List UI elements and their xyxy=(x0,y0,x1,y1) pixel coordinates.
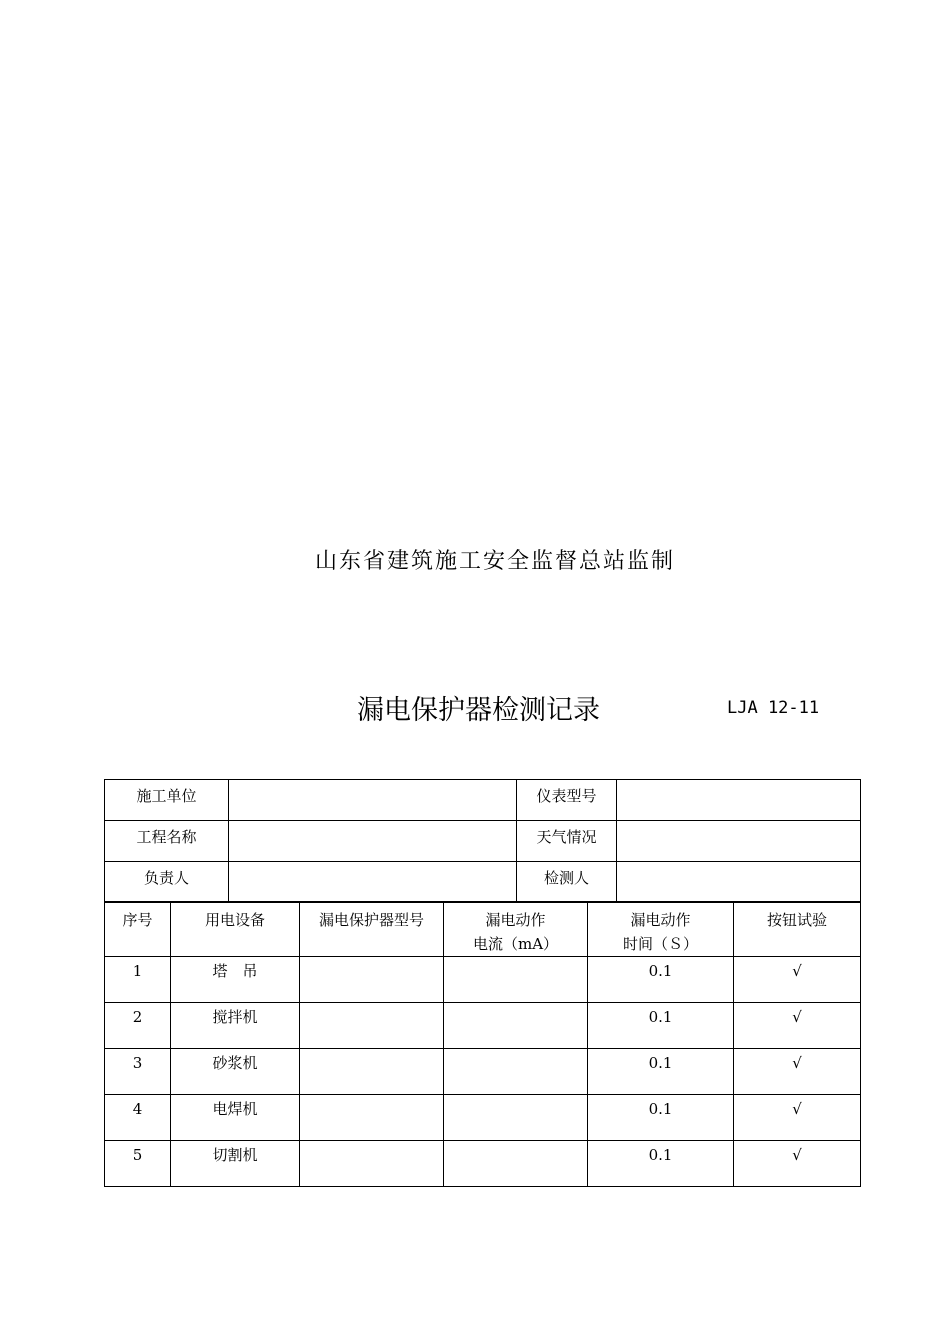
inspector-value[interactable] xyxy=(617,862,861,902)
row-no: 5 xyxy=(105,1141,171,1187)
row-time: 0.1 xyxy=(588,1049,734,1095)
col-header-current-line2: 电流（mA） xyxy=(472,935,559,953)
table-row xyxy=(105,1095,861,1141)
info-row xyxy=(105,862,861,902)
info-row xyxy=(105,821,861,862)
project-value[interactable] xyxy=(229,821,517,862)
table-row xyxy=(105,1049,861,1095)
row-device: 切割机 xyxy=(171,1141,300,1187)
row-button-test: √ xyxy=(734,1003,861,1049)
row-current[interactable] xyxy=(444,1141,588,1187)
form-code: LJA 12-11 xyxy=(727,698,820,718)
inspector-label: 检测人 xyxy=(517,862,617,902)
info-table xyxy=(104,779,861,902)
col-header-time-line1: 漏电动作 xyxy=(630,911,691,929)
col-header-time xyxy=(588,903,734,957)
table-header-row xyxy=(105,903,861,957)
col-header-device: 用电设备 xyxy=(171,903,300,957)
row-current[interactable] xyxy=(444,1003,588,1049)
weather-value[interactable] xyxy=(617,821,861,862)
row-model[interactable] xyxy=(300,957,444,1003)
col-header-no: 序号 xyxy=(105,903,171,957)
row-time: 0.1 xyxy=(588,1095,734,1141)
table-row xyxy=(105,957,861,1003)
table-row xyxy=(105,1003,861,1049)
row-no: 1 xyxy=(105,957,171,1003)
col-header-time-line2: 时间（Ｓ） xyxy=(622,935,698,953)
row-current[interactable] xyxy=(444,957,588,1003)
info-row xyxy=(105,780,861,821)
meter-label: 仪表型号 xyxy=(517,780,617,821)
weather-label: 天气情况 xyxy=(517,821,617,862)
document-title: 漏电保护器检测记录 xyxy=(357,695,600,726)
table-row xyxy=(105,1141,861,1187)
row-current[interactable] xyxy=(444,1049,588,1095)
equipment-table xyxy=(104,902,861,1187)
unit-label: 施工单位 xyxy=(105,780,229,821)
row-device: 电焊机 xyxy=(171,1095,300,1141)
row-time: 0.1 xyxy=(588,1141,734,1187)
col-header-button-test: 按钮试验 xyxy=(734,903,861,957)
row-device: 塔 吊 xyxy=(171,957,300,1003)
row-model[interactable] xyxy=(300,1095,444,1141)
row-button-test: √ xyxy=(734,1049,861,1095)
row-button-test: √ xyxy=(734,957,861,1003)
row-model[interactable] xyxy=(300,1003,444,1049)
row-device: 搅拌机 xyxy=(171,1003,300,1049)
project-label: 工程名称 xyxy=(105,821,229,862)
supervisor-line: 山东省建筑施工安全监督总站监制 xyxy=(314,549,675,574)
col-header-model: 漏电保护器型号 xyxy=(300,903,444,957)
row-button-test: √ xyxy=(734,1095,861,1141)
row-model[interactable] xyxy=(300,1049,444,1095)
row-device: 砂浆机 xyxy=(171,1049,300,1095)
manager-label: 负责人 xyxy=(105,862,229,902)
col-header-current xyxy=(444,903,588,957)
row-no: 3 xyxy=(105,1049,171,1095)
row-time: 0.1 xyxy=(588,1003,734,1049)
row-no: 4 xyxy=(105,1095,171,1141)
row-button-test: √ xyxy=(734,1141,861,1187)
row-model[interactable] xyxy=(300,1141,444,1187)
row-time: 0.1 xyxy=(588,957,734,1003)
col-header-current-line1: 漏电动作 xyxy=(485,911,546,929)
row-current[interactable] xyxy=(444,1095,588,1141)
manager-value[interactable] xyxy=(229,862,517,902)
meter-value[interactable] xyxy=(617,780,861,821)
unit-value[interactable] xyxy=(229,780,517,821)
row-no: 2 xyxy=(105,1003,171,1049)
